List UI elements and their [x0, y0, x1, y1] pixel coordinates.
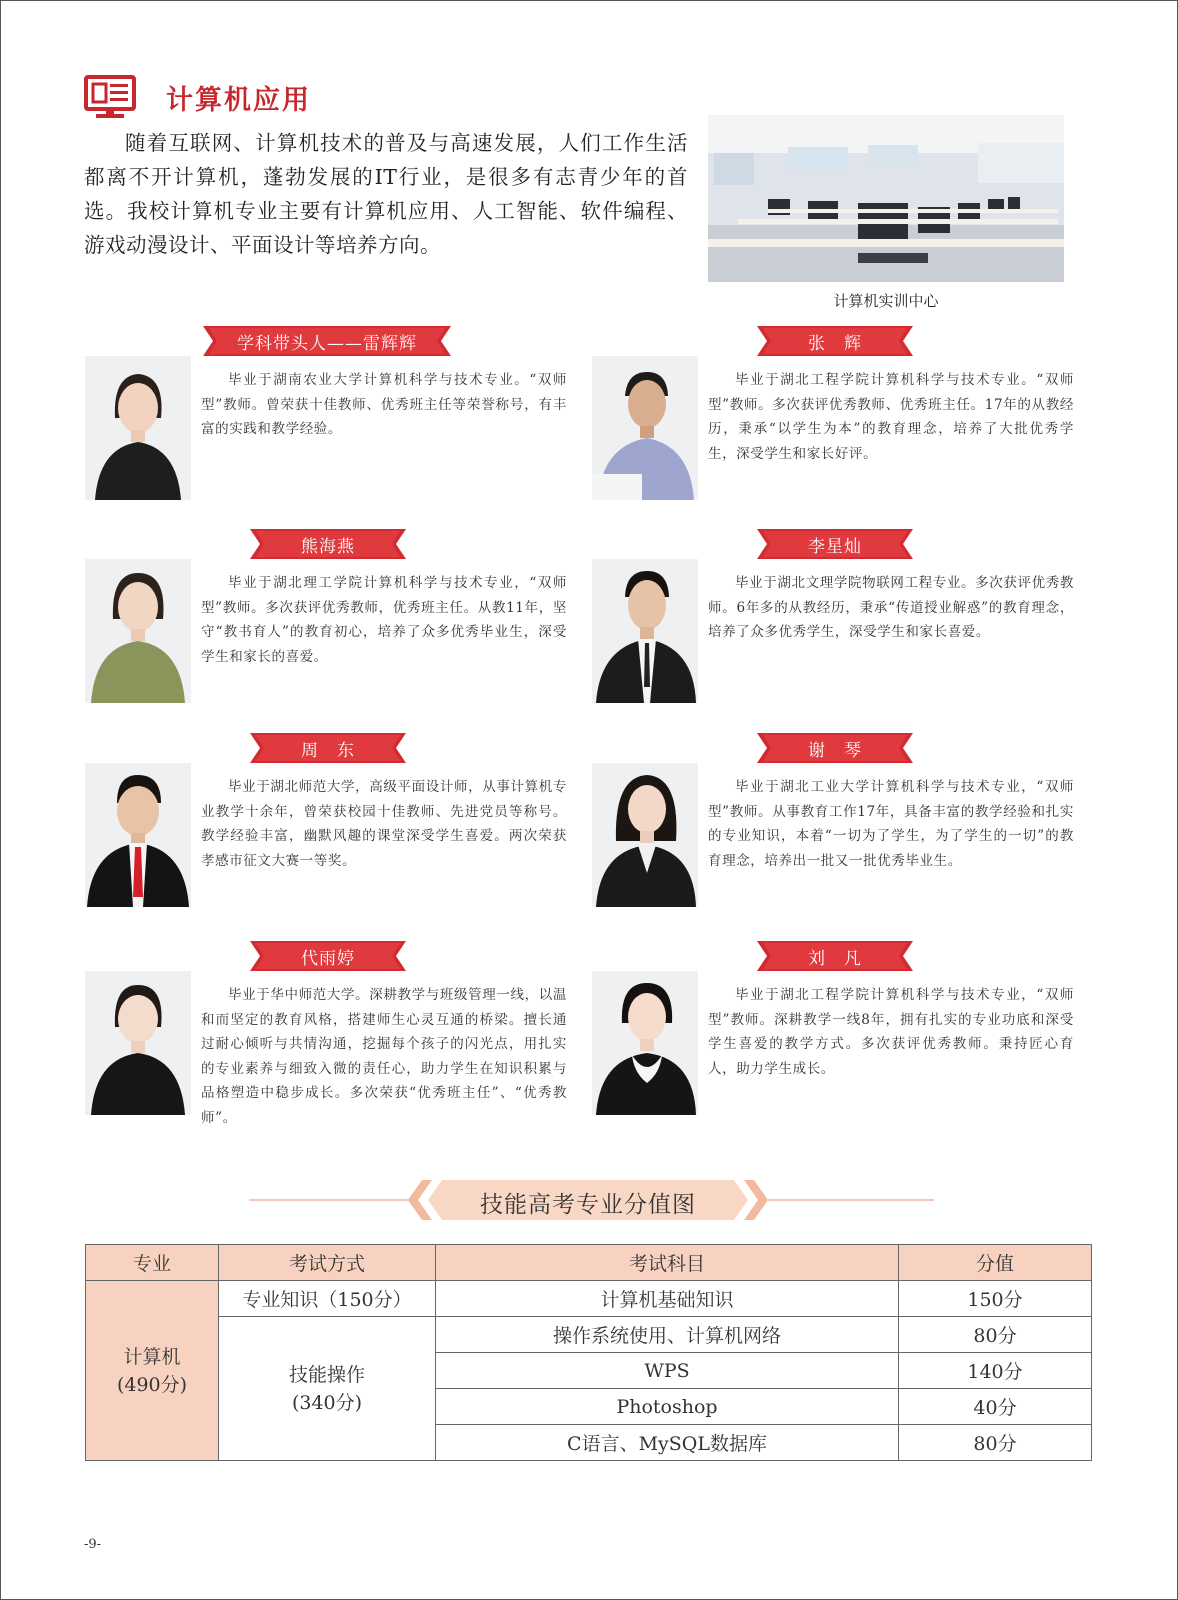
score-cell: 40分 [899, 1389, 1092, 1425]
header-score: 分值 [899, 1245, 1092, 1281]
teacher-name: 熊海燕 [301, 537, 355, 557]
subject-cell: 计算机基础知识 [436, 1281, 899, 1317]
teacher-bio: 毕业于湖北工程学院计算机科学与技术专业。“双师型”教师。多次获评优秀教师、优秀班主任。17年的从教经历，秉承“以学生为本”的教育理念，培养了大批优秀学生，深受学生和家长好评。 [708, 372, 1074, 462]
major-cell: 计算机 (490分) [86, 1281, 219, 1461]
name-banner [757, 326, 913, 356]
method-cell: 专业知识（150分） [219, 1281, 436, 1317]
teacher-portrait [592, 559, 698, 703]
title-rule-right [768, 1199, 934, 1201]
teacher-bio: 毕业于湖北工业大学计算机科学与技术专业，“双师型”教师。从事教育工作17年，具备丰富的教学经验和扎实的专业知识，本着“一切为了学生，为了学生的一切”的教育理念，培养出一批又一批优秀毕业生。 [708, 779, 1074, 869]
teacher-name: 李星灿 [808, 537, 862, 557]
name-banner [250, 733, 406, 763]
teacher-bio: 毕业于湖北工程学院计算机科学与技术专业，“双师型”教师。深耕教学一线8年，拥有扎实的专业功底和深受学生喜爱的教学方式。多次获评优秀教师。秉持匠心育人，助力学生成长。 [708, 987, 1074, 1077]
teacher-name: 谢 琴 [808, 741, 862, 761]
teacher-portrait [85, 356, 191, 500]
subject-cell: WPS [436, 1353, 899, 1389]
score-cell: 80分 [899, 1425, 1092, 1461]
subject-cell: Photoshop [436, 1389, 899, 1425]
table-title: 技能高考专业分值图 [480, 1192, 696, 1218]
teacher-card-7 [85, 941, 565, 1151]
method-cell: 技能操作 (340分) [219, 1317, 436, 1461]
teacher-bio: 毕业于湖北理工学院计算机科学与技术专业，“双师型”教师。多次获评优秀教师，优秀班主任。从教11年，坚守“教书育人”的教育初心，培养了众多优秀毕业生，深受学生和家长的喜爱。 [201, 575, 567, 665]
teacher-card-3 [85, 529, 565, 739]
teacher-name: 刘 凡 [808, 949, 862, 969]
table-row [86, 1317, 1092, 1353]
teacher-card-2 [592, 326, 1072, 536]
intro-paragraph: 随着互联网、计算机技术的普及与高速发展，人们工作生活都离不开计算机，蓬勃发展的IT行业，是很多有志青少年的首选。我校计算机专业主要有计算机应用、人工智能、软件编程、游戏动漫设计、平面设计等培养方向。 [84, 131, 688, 257]
table-header-row [86, 1245, 1092, 1281]
header-major: 专业 [86, 1245, 219, 1281]
teacher-card-6 [592, 733, 1072, 943]
computer-monitor-icon [84, 75, 136, 119]
scores-table [85, 1244, 1092, 1461]
lab-caption: 计算机实训中心 [833, 292, 939, 310]
teacher-name: 代雨婷 [301, 949, 355, 969]
teacher-portrait [85, 559, 191, 703]
teacher-portrait [85, 971, 191, 1115]
teacher-portrait [592, 971, 698, 1115]
teacher-card-1 [85, 326, 565, 536]
score-cell: 80分 [899, 1317, 1092, 1353]
teacher-card-8 [592, 941, 1072, 1151]
teacher-bio: 毕业于湖北文理学院物联网工程专业。多次获评优秀教师。6年多的从教经历，秉承“传道授业解惑”的教育理念，培养了众多优秀学生，深受学生和家长喜爱。 [708, 575, 1074, 640]
teacher-card-5 [85, 733, 565, 943]
score-cell: 140分 [899, 1353, 1092, 1389]
name-banner [757, 529, 913, 559]
lab-photo [708, 115, 1064, 282]
page-number: -9- [84, 1537, 102, 1552]
teacher-bio: 毕业于华中师范大学。深耕教学与班级管理一线，以温和而坚定的教育风格，搭建师生心灵互通的桥梁。擅长通过耐心倾听与共情沟通，挖掘每个孩子的闪光点，用扎实的专业素养与细致入微的责任心，助力学生在知识积累与品格塑造中稳步成长。多次荣获“优秀班主任”、“优秀教师”。 [201, 987, 567, 1126]
section-title: 计算机应用 [166, 85, 311, 116]
table-row [86, 1281, 1092, 1317]
teacher-portrait [592, 763, 698, 907]
subject-cell: 操作系统使用、计算机网络 [436, 1317, 899, 1353]
score-cell: 150分 [899, 1281, 1092, 1317]
name-banner [250, 941, 406, 971]
name-banner [757, 941, 913, 971]
teacher-name: 学科带头人——雷辉辉 [237, 334, 417, 354]
header-subject: 考试科目 [436, 1245, 899, 1281]
teacher-bio: 毕业于湖北师范大学，高级平面设计师，从事计算机专业教学十余年，曾荣获校园十佳教师、先进党员等称号。教学经验丰富，幽默风趣的课堂深受学生喜爱。两次荣获孝感市征文大赛一等奖。 [201, 779, 567, 869]
title-rule-left [249, 1199, 409, 1201]
teacher-name: 周 东 [301, 741, 355, 761]
teacher-name: 张 辉 [808, 334, 862, 354]
teacher-portrait [592, 356, 698, 500]
name-banner [757, 733, 913, 763]
name-banner [250, 529, 406, 559]
header-method: 考试方式 [219, 1245, 436, 1281]
name-banner [203, 326, 451, 356]
subject-cell: C语言、MySQL数据库 [436, 1425, 899, 1461]
teacher-bio: 毕业于湖南农业大学计算机科学与技术专业。“双师型”教师。曾荣获十佳教师、优秀班主任等荣誉称号，有丰富的实践和教学经验。 [201, 372, 567, 437]
teacher-portrait [85, 763, 191, 907]
table-title-banner [408, 1178, 768, 1222]
teacher-card-4 [592, 529, 1072, 739]
